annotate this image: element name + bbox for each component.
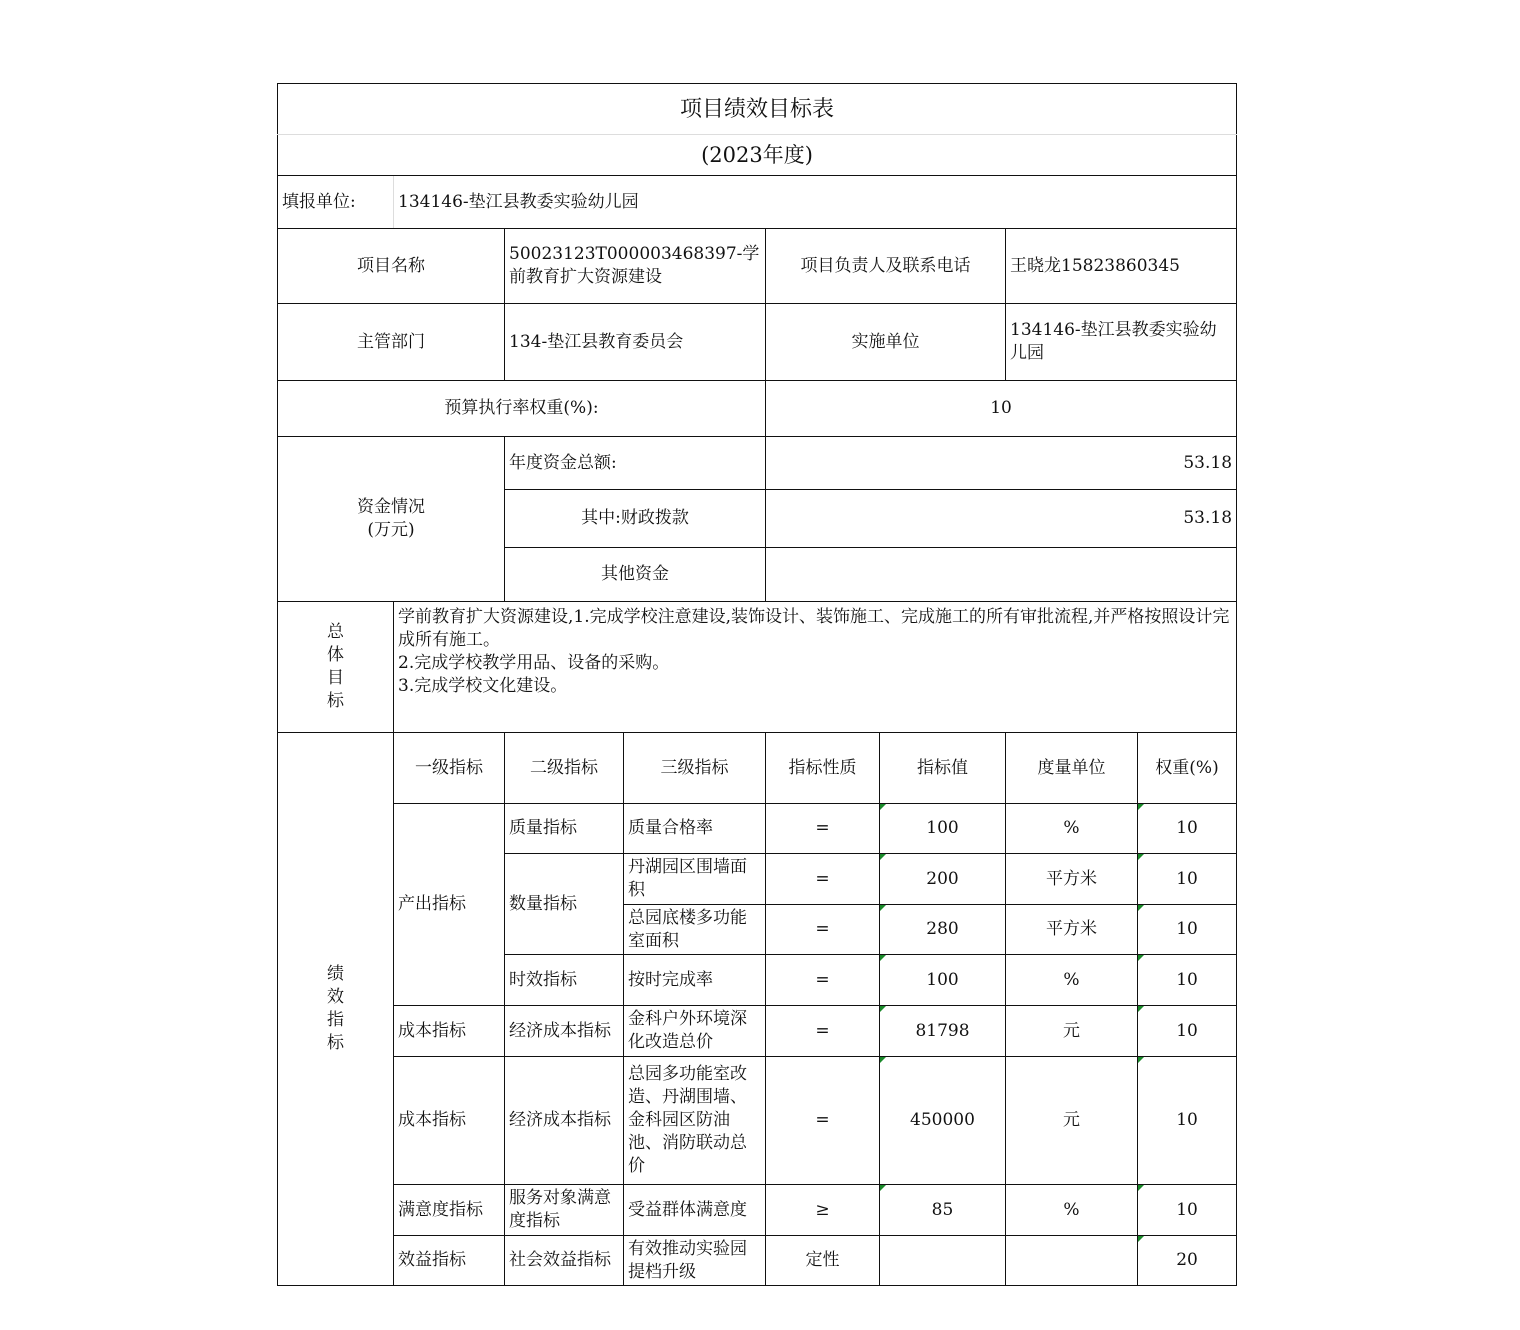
row-value [880, 1236, 1006, 1286]
row-unit: 元 [1006, 1057, 1138, 1185]
row-weight: 20 [1138, 1236, 1237, 1286]
funds-total-value: 53.18 [766, 437, 1237, 490]
row-level1: 效益指标 [394, 1236, 505, 1286]
row-nature: = [766, 1057, 880, 1185]
row-weight: 10 [1138, 1185, 1237, 1236]
row-unit [1006, 1236, 1138, 1286]
funds-label-line1: 资金情况 [357, 497, 425, 517]
funds-total-label: 年度资金总额: [505, 437, 766, 490]
overall-goal-line2: 2.完成学校教学用品、设备的采购。 [398, 653, 670, 673]
row-value: 450000 [880, 1057, 1006, 1185]
row-value: 200 [880, 854, 1006, 905]
overall-goal-label [278, 602, 394, 733]
row-weight: 10 [1138, 955, 1237, 1006]
row-nature: = [766, 905, 880, 955]
row-level2: 质量指标 [505, 804, 624, 854]
row-level2: 数量指标 [505, 854, 624, 955]
table-row [278, 804, 1237, 854]
funds-other-value [766, 548, 1237, 602]
row-level2: 经济成本指标 [505, 1006, 624, 1057]
funds-label [278, 437, 505, 602]
row-value: 81798 [880, 1006, 1006, 1057]
header-unit: 度量单位 [1006, 733, 1138, 804]
row-level3: 金科户外环境深化改造总价 [624, 1006, 766, 1057]
row-nature: = [766, 854, 880, 905]
indicators-label [278, 733, 394, 1286]
funds-label-line2: (万元) [367, 520, 415, 540]
row-level3: 质量合格率 [624, 804, 766, 854]
row-unit: % [1006, 1185, 1138, 1236]
row-unit: % [1006, 955, 1138, 1006]
project-contact-value: 王晓龙15823860345 [1006, 229, 1237, 304]
budget-weight-label: 预算执行率权重(%): [278, 381, 766, 437]
row-value: 280 [880, 905, 1006, 955]
impl-unit-label: 实施单位 [766, 304, 1006, 381]
dept-value: 134-垫江县教育委员会 [505, 304, 766, 381]
project-name-value: 50023123T000003468397-学前教育扩大资源建设 [505, 229, 766, 304]
dept-label: 主管部门 [278, 304, 505, 381]
row-weight: 10 [1138, 905, 1237, 955]
row-level3: 总园多功能室改造、丹湖围墙、金科园区防油池、消防联动总价 [624, 1057, 766, 1185]
table-row [278, 1006, 1237, 1057]
overall-goal-content [394, 602, 1237, 733]
performance-target-table [277, 83, 1237, 1286]
row-weight: 10 [1138, 1057, 1237, 1185]
row-level1: 满意度指标 [394, 1185, 505, 1236]
row-unit: % [1006, 804, 1138, 854]
project-name-label: 项目名称 [278, 229, 505, 304]
row-nature: = [766, 955, 880, 1006]
impl-unit-value: 134146-垫江县教委实验幼儿园 [1006, 304, 1237, 381]
row-unit: 元 [1006, 1006, 1138, 1057]
row-value: 85 [880, 1185, 1006, 1236]
row-nature: ≥ [766, 1185, 880, 1236]
table-row [278, 1236, 1237, 1286]
table-row [278, 1057, 1237, 1185]
reporting-unit-value: 134146-垫江县教委实验幼儿园 [394, 176, 1237, 229]
overall-goal-line1: 学前教育扩大资源建设,1.完成学校注意建设,装饰设计、装饰施工、完成施工的所有审批流程,并严格按照设计完成所有施工。 [398, 607, 1230, 650]
overall-goal-line3: 3.完成学校文化建设。 [398, 676, 568, 696]
funds-fiscal-label: 其中:财政拨款 [505, 490, 766, 548]
row-nature: = [766, 1006, 880, 1057]
row-value: 100 [880, 804, 1006, 854]
row-level2: 社会效益指标 [505, 1236, 624, 1286]
header-level2: 二级指标 [505, 733, 624, 804]
row-level3: 总园底楼多功能室面积 [624, 905, 766, 955]
funds-other-label: 其他资金 [505, 548, 766, 602]
performance-target-sheet [277, 83, 1236, 1286]
header-weight: 权重(%) [1138, 733, 1237, 804]
overall-goal-label-text: 总体目标 [327, 622, 344, 711]
row-level2: 服务对象满意度指标 [505, 1185, 624, 1236]
header-nature: 指标性质 [766, 733, 880, 804]
row-weight: 10 [1138, 804, 1237, 854]
table-title: 项目绩效目标表 [278, 84, 1237, 135]
project-contact-label: 项目负责人及联系电话 [766, 229, 1006, 304]
reporting-unit-label: 填报单位: [278, 176, 394, 229]
year-caption: (2023年度) [278, 135, 1237, 176]
header-level1: 一级指标 [394, 733, 505, 804]
row-level2: 时效指标 [505, 955, 624, 1006]
row-level3: 按时完成率 [624, 955, 766, 1006]
row-level1: 成本指标 [394, 1006, 505, 1057]
row-level1: 产出指标 [394, 804, 505, 1006]
row-weight: 10 [1138, 854, 1237, 905]
row-level3: 丹湖园区围墙面积 [624, 854, 766, 905]
row-unit: 平方米 [1006, 854, 1138, 905]
row-weight: 10 [1138, 1006, 1237, 1057]
row-value: 100 [880, 955, 1006, 1006]
header-value: 指标值 [880, 733, 1006, 804]
row-nature: = [766, 804, 880, 854]
indicators-label-text: 绩效指标 [327, 964, 344, 1053]
header-level3: 三级指标 [624, 733, 766, 804]
row-level3: 有效推动实验园提档升级 [624, 1236, 766, 1286]
row-level3: 受益群体满意度 [624, 1185, 766, 1236]
funds-fiscal-value: 53.18 [766, 490, 1237, 548]
row-level1: 成本指标 [394, 1057, 505, 1185]
row-level2: 经济成本指标 [505, 1057, 624, 1185]
table-row [278, 1185, 1237, 1236]
row-nature: 定性 [766, 1236, 880, 1286]
row-unit: 平方米 [1006, 905, 1138, 955]
budget-weight-value: 10 [766, 381, 1237, 437]
